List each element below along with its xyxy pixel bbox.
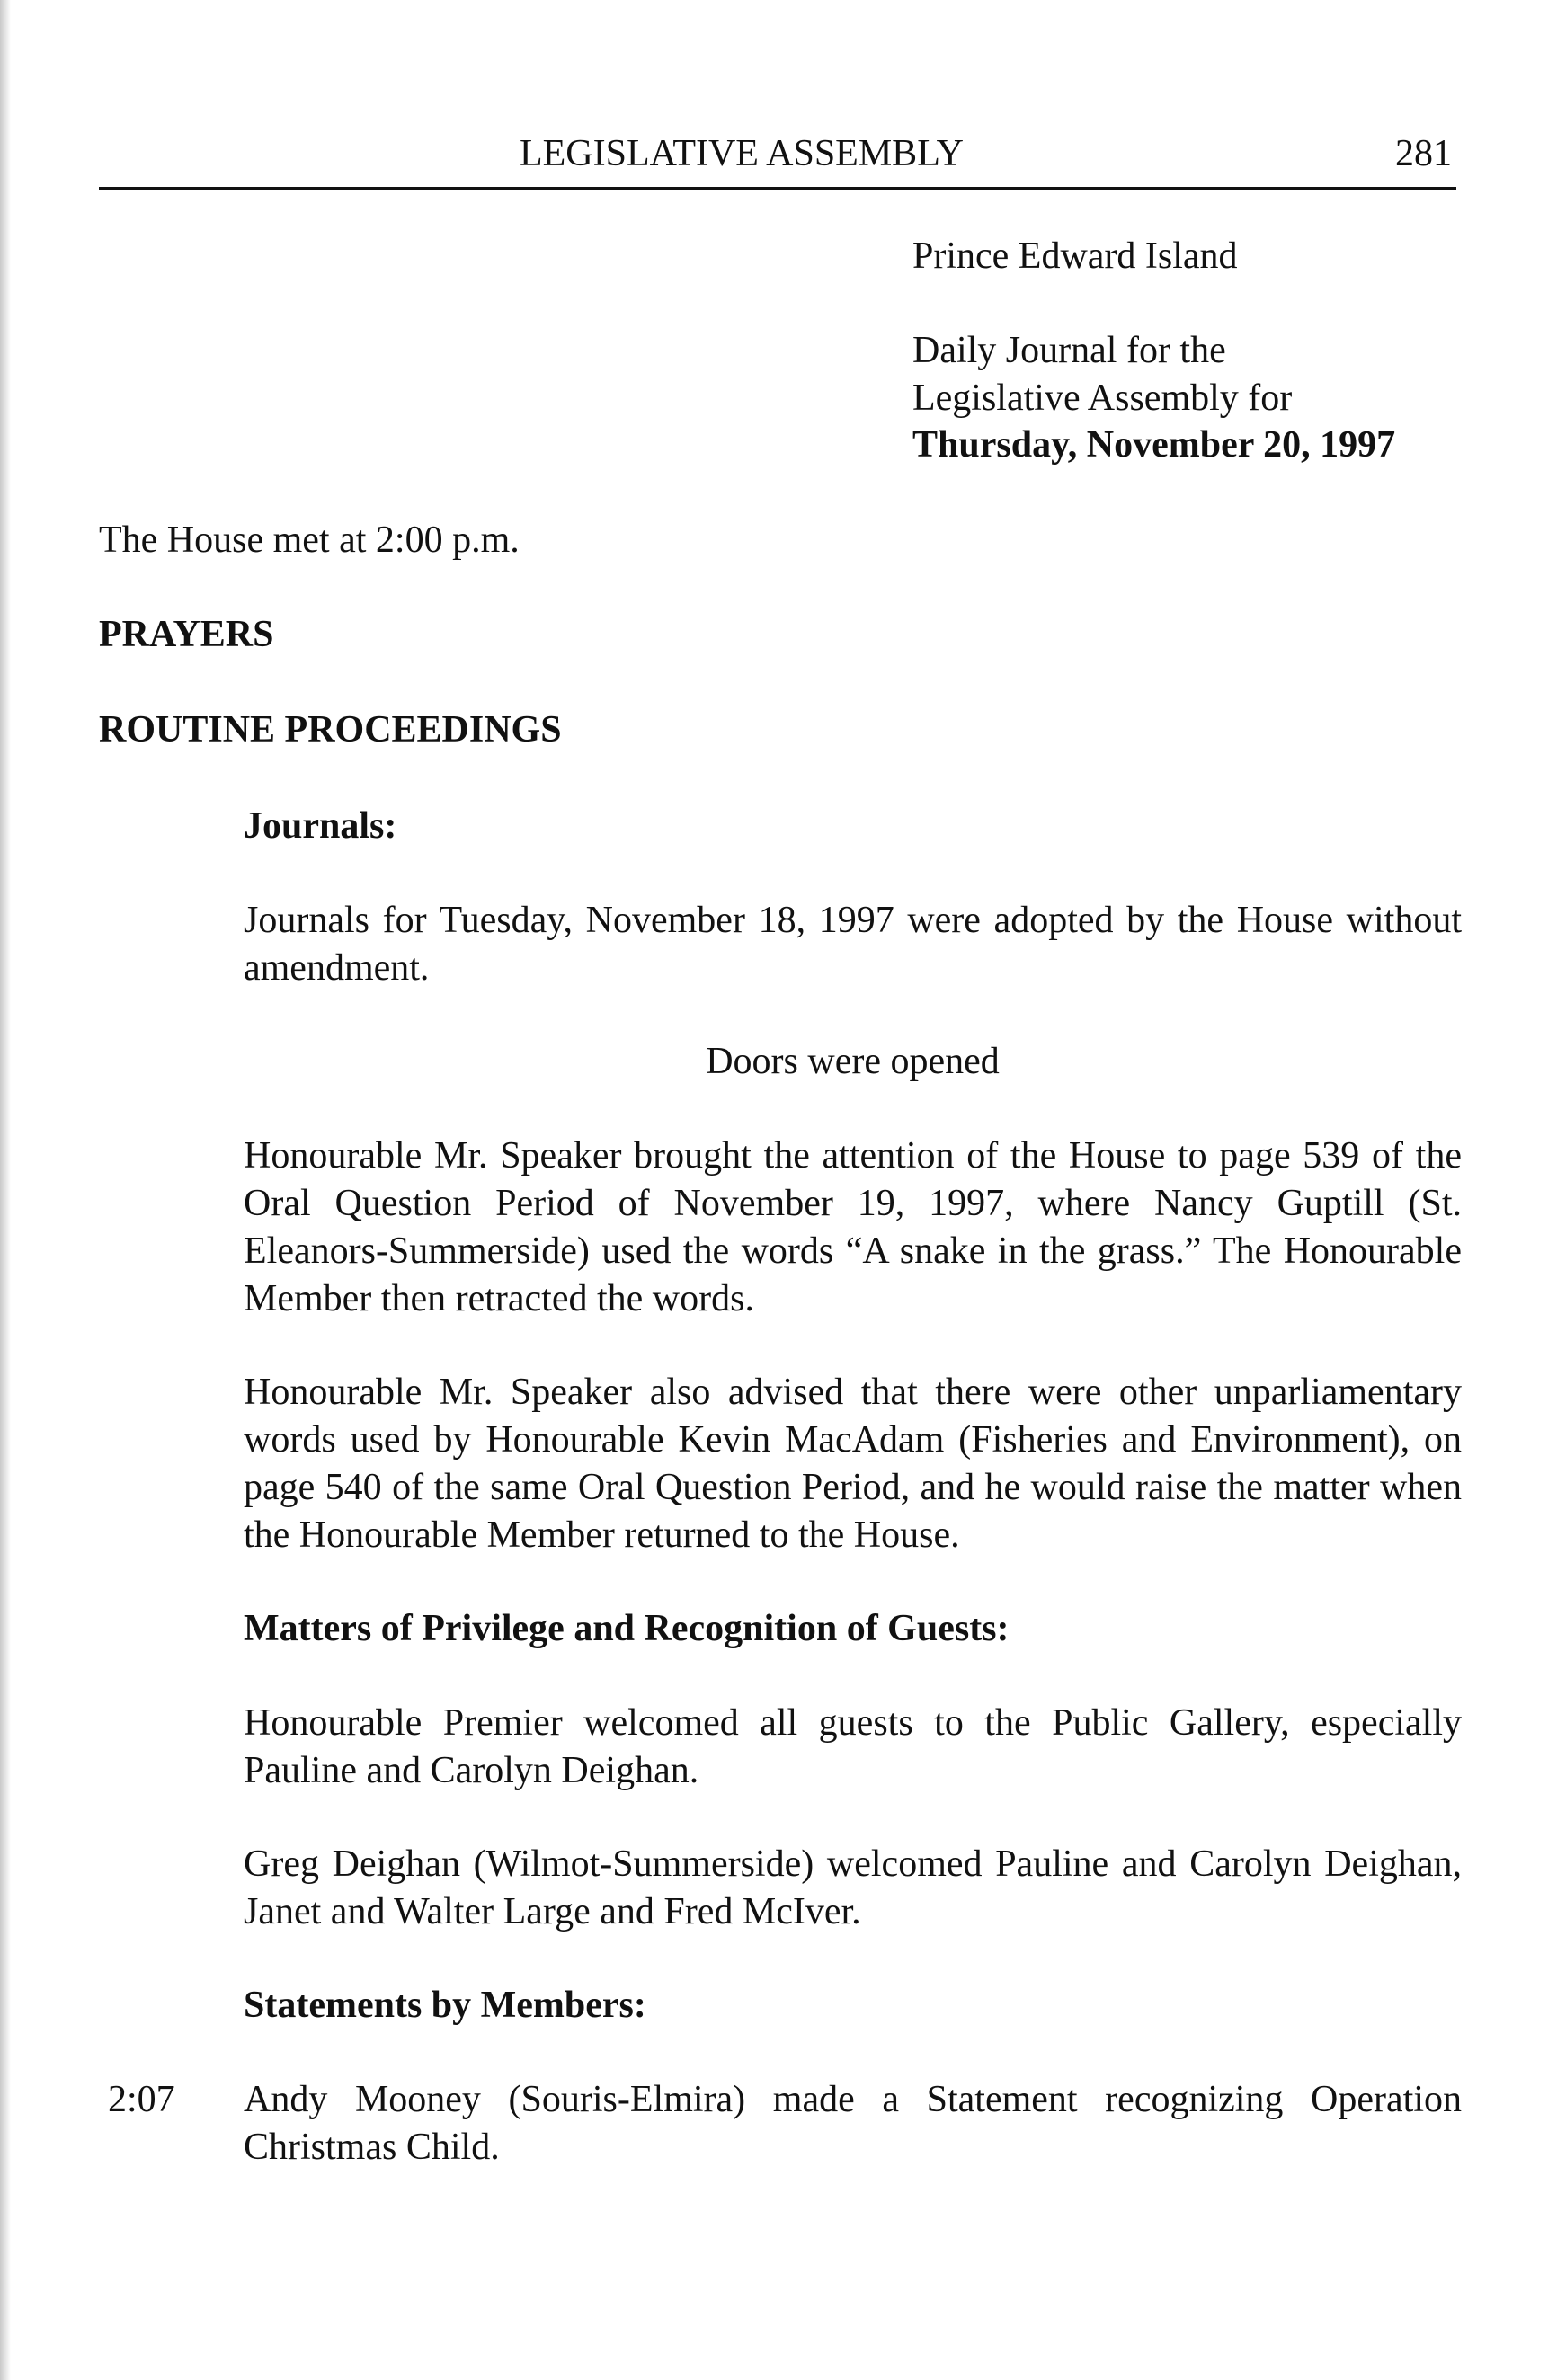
speaker-paragraph-1: Honourable Mr. Speaker brought the attention of the House to page 539 of the Oral Question Period of November 19, 1997, where Nancy Guptill (St. Eleanors-Summerside) used the words “A snake in the grass.” The Honourable Member then retracted the words. <box>244 1135 1462 1319</box>
statements-heading: Statements by Members: <box>244 1985 646 2026</box>
premier-paragraph: Honourable Premier welcomed all guests to the Public Gallery, especially Pauline and Carolyn Deighan. <box>244 1702 1462 1791</box>
deighan-paragraph: Greg Deighan (Wilmot-Summerside) welcomed Pauline and Carolyn Deighan, Janet and Walter Large and Fred McIver. <box>244 1843 1462 1932</box>
house-met-time: The House met at 2:00 p.m. <box>99 520 520 561</box>
page-number: 281 <box>1395 133 1452 174</box>
header-rule <box>99 187 1456 190</box>
journal-title-line1: Daily Journal for the <box>912 330 1226 371</box>
speaker-paragraph-2: Honourable Mr. Speaker also advised that there were other unparliamentary words used by Honourable Kevin MacAdam (Fisheries and Environment), on page 540 of the same Oral Question Period, and he would raise the matter when the Honourable Member returned to the House. <box>244 1372 1462 1556</box>
running-title: LEGISLATIVE ASSEMBLY <box>520 133 964 174</box>
journals-heading: Journals: <box>244 805 397 847</box>
prayers-heading: PRAYERS <box>99 614 274 655</box>
routine-proceedings-heading: ROUTINE PROCEEDINGS <box>99 709 562 750</box>
doors-opened-note: Doors were opened <box>706 1041 1000 1082</box>
statement-paragraph: Andy Mooney (Souris-Elmira) made a Statement recognizing Operation Christmas Child. <box>244 2079 1462 2168</box>
page-gutter-shadow <box>0 0 11 2380</box>
journal-title-line2: Legislative Assembly for <box>912 377 1293 419</box>
journals-paragraph: Journals for Tuesday, November 18, 1997 were adopted by the House without amendment. <box>244 900 1462 989</box>
statement-time: 2:07 <box>108 2079 175 2120</box>
journal-date: Thursday, November 20, 1997 <box>912 424 1396 466</box>
province-name: Prince Edward Island <box>912 235 1238 277</box>
privilege-heading: Matters of Privilege and Recognition of Guests: <box>244 1608 1010 1649</box>
